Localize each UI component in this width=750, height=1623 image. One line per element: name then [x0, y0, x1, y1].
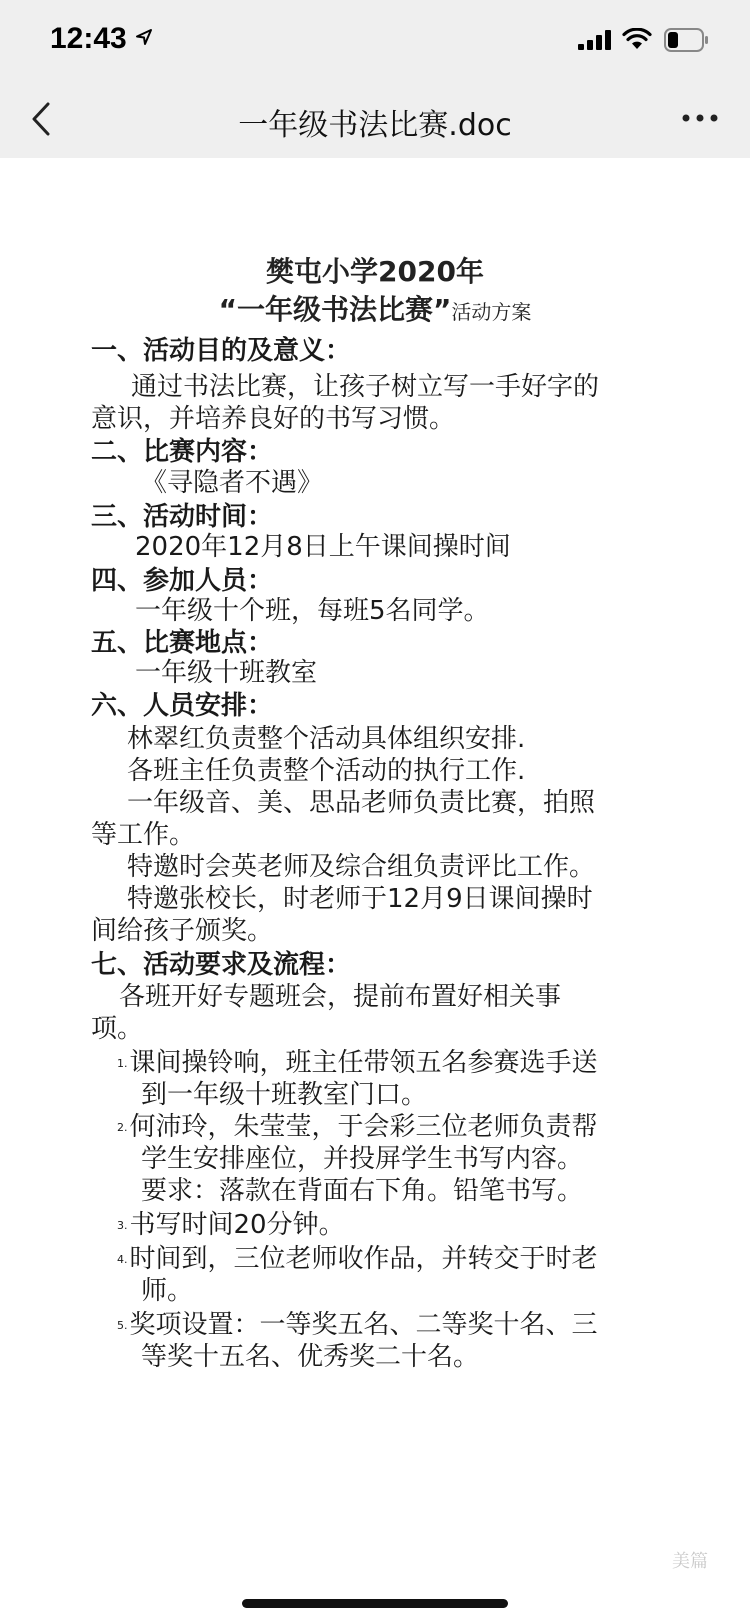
list-item-number: 1. [117, 1057, 128, 1070]
home-indicator[interactable] [242, 1599, 508, 1608]
status-bar [0, 0, 750, 80]
section-5-body: 一年级十班教室 [135, 658, 318, 688]
doc-title-main: “一年级书法比赛” [218, 293, 452, 326]
cellular-signal-icon [578, 30, 612, 50]
battery-icon [664, 28, 710, 52]
list-item-number: 3. [117, 1219, 128, 1232]
list-item [117, 1204, 345, 1241]
list-item-number: 2. [117, 1121, 128, 1134]
section-6-heading: 六、人员安排： [91, 691, 274, 721]
section-3-heading: 三、活动时间： [91, 502, 274, 532]
wifi-icon [622, 28, 652, 50]
section-3-body: 2020年12月8日上午课间操时间 [135, 532, 511, 562]
list-item-continuation: 学生安排座位，并投屏学生书写内容。 [141, 1144, 584, 1174]
section-7-intro-b: 项。 [91, 1014, 144, 1044]
section-6-line5b: 间给孩子颁奖。 [91, 916, 274, 946]
doc-title-line2 [0, 288, 750, 328]
section-4-body: 一年级十个班，每班5名同学。 [135, 596, 490, 626]
section-6-line3b: 等工作。 [91, 820, 196, 850]
list-item-text: 奖项设置：一等奖五名、二等奖十名、三 [129, 1310, 598, 1340]
section-6-line3a: 一年级音、美、思品老师负责比赛，拍照 [127, 788, 596, 818]
list-item-continuation: 到一年级十班教室门口。 [141, 1080, 428, 1110]
watermark: 美篇 [672, 1551, 708, 1572]
section-2-heading: 二、比赛内容： [91, 437, 274, 467]
doc-title-line1: 樊屯小学2020年 [266, 255, 484, 288]
list-item-continuation: 要求：落款在背面右下角。铅笔书写。 [141, 1176, 584, 1206]
list-item-continuation: 等奖十五名、优秀奖二十名。 [141, 1342, 480, 1372]
section-6-line1: 林翠红负责整个活动具体组织安排. [127, 724, 526, 754]
section-6-line2: 各班主任负责整个活动的执行工作. [127, 756, 526, 786]
document-page [0, 158, 750, 1623]
list-item-text: 书写时间20分钟。 [129, 1210, 345, 1240]
list-item-text: 时间到，三位老师收作品，并转交于时老 [129, 1244, 598, 1274]
list-item-continuation: 师。 [141, 1276, 194, 1306]
section-6-line4: 特邀时会英老师及综合组负责评比工作。 [127, 852, 596, 882]
section-4-heading: 四、参加人员： [91, 566, 274, 596]
list-item-number: 5. [117, 1319, 128, 1332]
location-arrow-icon [135, 28, 153, 46]
section-7-intro-a: 各班开好专题班会，提前布置好相关事 [119, 982, 562, 1012]
nav-title: 一年级书法比赛.doc [238, 108, 512, 143]
section-1-heading: 一、活动目的及意义： [91, 336, 352, 366]
more-horizontal-icon[interactable] [680, 108, 720, 128]
doc-title-suffix: 活动方案 [451, 300, 532, 324]
section-1-body-line2: 意识，并培养良好的书写习惯。 [91, 404, 456, 434]
section-5-heading: 五、比赛地点： [91, 628, 274, 658]
section-2-body: 《寻隐者不遇》 [141, 468, 324, 498]
status-time: 12:43 [50, 22, 127, 55]
list-item-text: 课间操铃响，班主任带领五名参赛选手送 [129, 1048, 598, 1078]
section-7-heading: 七、活动要求及流程： [91, 950, 352, 980]
nav-bar [0, 80, 750, 158]
section-1-body-line1: 通过书法比赛，让孩子树立写一手好字的 [131, 372, 600, 402]
section-6-line5a: 特邀张校长，时老师于12月9日课间操时 [127, 884, 593, 914]
list-item-number: 4. [117, 1253, 128, 1266]
list-item-text: 何沛玲，朱莹莹，于会彩三位老师负责帮 [129, 1112, 598, 1142]
